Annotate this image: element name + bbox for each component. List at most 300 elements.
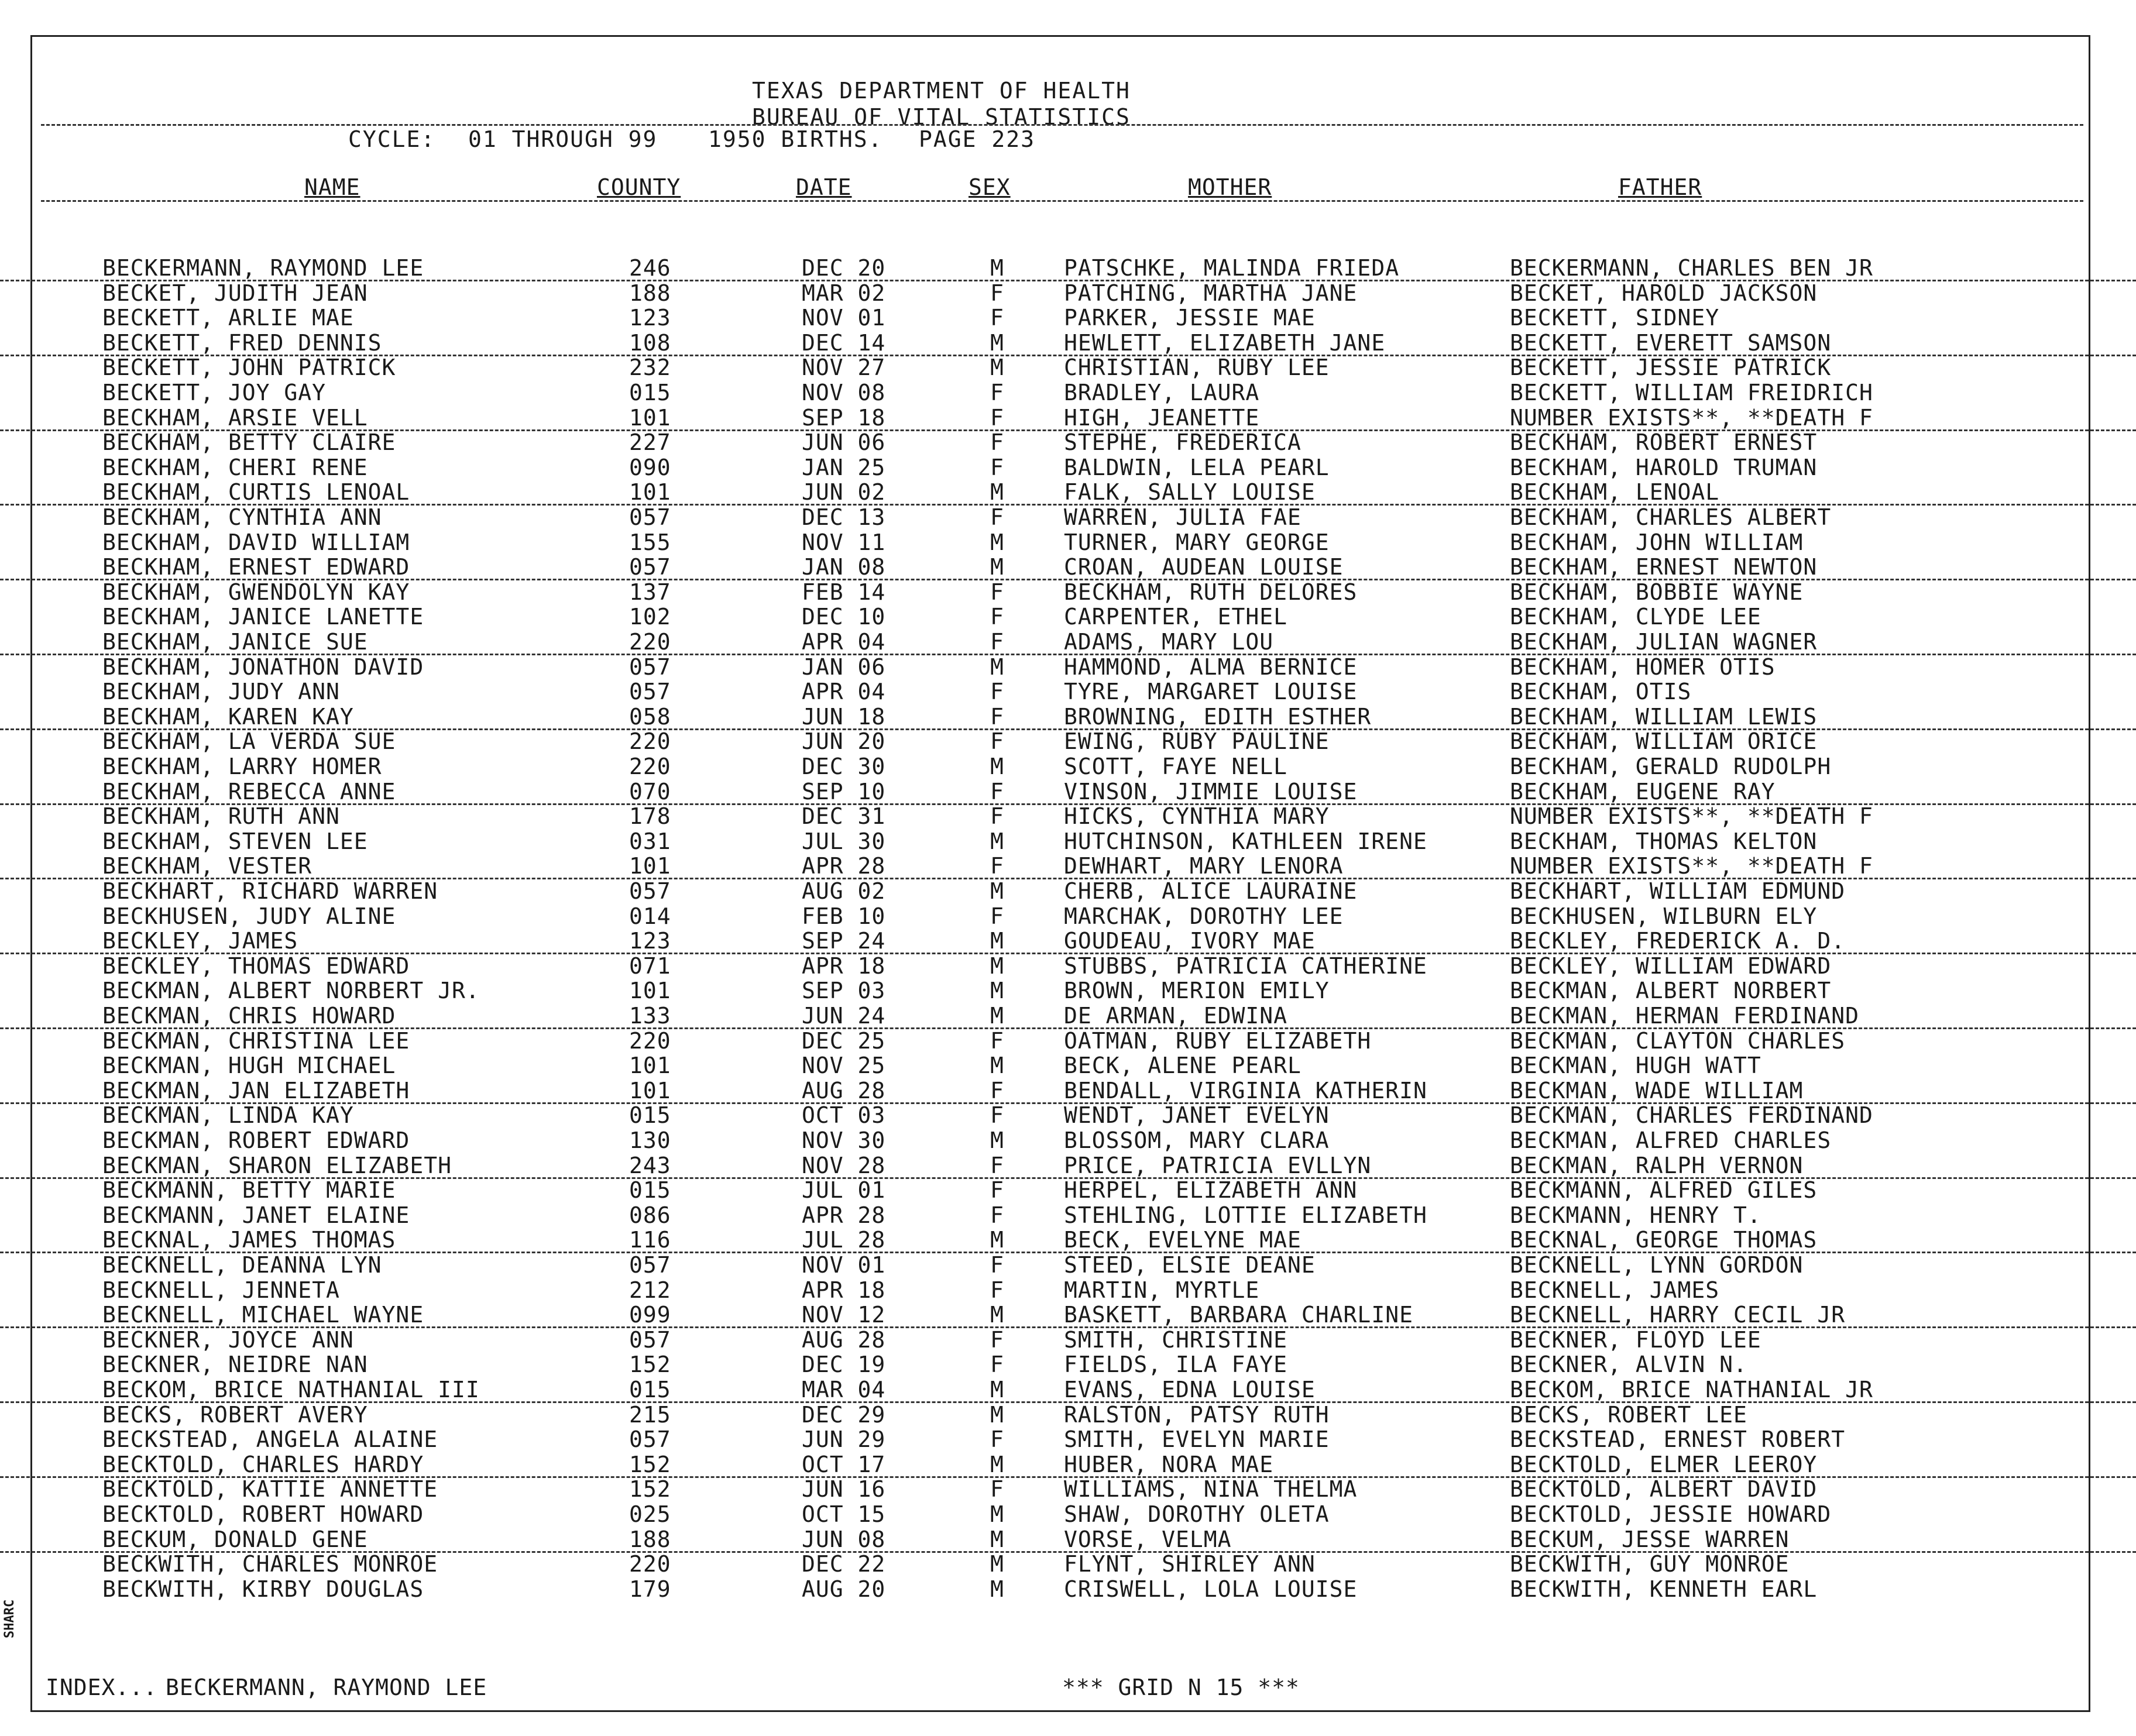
cell-father: NUMBER EXISTS**, **DEATH F [1510, 404, 1873, 431]
table-row [0, 1402, 2136, 1426]
cell-sex: M [990, 1451, 1004, 1477]
cell-sex: M [990, 878, 1004, 904]
cell-county: 155 [629, 529, 671, 555]
cell-county: 057 [629, 1326, 671, 1353]
cell-county: 123 [629, 305, 671, 331]
table-row [0, 504, 2136, 529]
index-label: INDEX... [46, 1675, 158, 1700]
cell-county: 227 [629, 429, 671, 456]
cell-mother: BROWNING, EDITH ESTHER [1064, 703, 1372, 730]
column-header-date: DATE [796, 174, 852, 200]
cell-father: BECKSTEAD, ERNEST ROBERT [1510, 1426, 1846, 1453]
cell-mother: WILLIAMS, NINA THELMA [1064, 1476, 1358, 1503]
table-row [0, 1252, 2136, 1277]
cell-name: BECKWITH, KIRBY DOUGLAS [102, 1576, 424, 1602]
cell-father: BECKHAM, JOHN WILLIAM [1510, 529, 1804, 555]
table-row [0, 679, 2136, 703]
table-row [0, 1501, 2136, 1526]
cell-name: BECKHAM, CHERI RENE [102, 454, 368, 480]
cell-sex: F [990, 380, 1004, 405]
cell-name: BECKMANN, BETTY MARIE [102, 1177, 396, 1204]
cell-mother: TURNER, MARY GEORGE [1064, 529, 1330, 555]
cell-father: BECKETT, SIDNEY [1510, 305, 1720, 331]
cell-county: 057 [629, 1252, 671, 1278]
cell-date: OCT 17 [802, 1451, 886, 1477]
cell-county: 057 [629, 654, 671, 680]
cycle-label: CYCLE: [348, 126, 436, 152]
cell-mother: FIELDS, ILA FAYE [1064, 1352, 1288, 1378]
cell-mother: FALK, SALLY LOUISE [1064, 479, 1316, 506]
cell-father: BECKTOLD, JESSIE HOWARD [1510, 1501, 1832, 1527]
cell-county: 220 [629, 754, 671, 779]
cell-father: BECKNAL, GEORGE THOMAS [1510, 1227, 1818, 1253]
cell-date: NOV 12 [802, 1302, 886, 1328]
cell-father: BECKHAM, THOMAS KELTON [1510, 828, 1818, 854]
cell-name: BECKHAM, DAVID WILLIAM [102, 529, 410, 555]
cell-county: 178 [629, 803, 671, 830]
cell-father: BECKMAN, WADE WILLIAM [1510, 1077, 1804, 1104]
cell-mother: MARTIN, MYRTLE [1064, 1277, 1260, 1303]
cell-date: DEC 19 [802, 1352, 886, 1378]
cell-sex: F [990, 504, 1004, 530]
cell-name: BECKHAM, ERNEST EDWARD [102, 554, 410, 580]
cell-date: JUN 29 [802, 1426, 886, 1453]
cell-mother: EVANS, EDNA LOUISE [1064, 1377, 1316, 1402]
cell-name: BECKNAL, JAMES THOMAS [102, 1227, 396, 1253]
table-row [0, 803, 2136, 828]
cell-name: BECKTOLD, CHARLES HARDY [102, 1451, 424, 1477]
cell-county: 057 [629, 878, 671, 904]
cell-mother: CROAN, AUDEAN LOUISE [1064, 554, 1344, 580]
cell-sex: M [990, 554, 1004, 580]
cell-county: 057 [629, 1426, 671, 1453]
cell-mother: CHRISTIAN, RUBY LEE [1064, 355, 1330, 381]
cell-sex: F [990, 1152, 1004, 1178]
cell-sex: M [990, 1526, 1004, 1552]
cell-county: 246 [629, 255, 671, 281]
table-row [0, 1102, 2136, 1127]
cell-name: BECKHAM, JANICE SUE [102, 629, 368, 655]
cell-date: JUL 28 [802, 1227, 886, 1253]
cell-mother: BASKETT, BARBARA CHARLINE [1064, 1302, 1413, 1328]
cell-mother: BENDALL, VIRGINIA KATHERIN [1064, 1077, 1427, 1104]
cell-name: BECKHART, RICHARD WARREN [102, 878, 438, 904]
table-row [0, 455, 2136, 479]
cell-sex: M [990, 529, 1004, 555]
cell-name: BECKLEY, JAMES [102, 928, 298, 954]
cell-date: MAR 02 [802, 280, 886, 306]
cell-sex: M [990, 1501, 1004, 1527]
cell-name: BECKHAM, JANICE LANETTE [102, 604, 424, 630]
cell-date: AUG 20 [802, 1576, 886, 1602]
table-row [0, 280, 2136, 305]
cell-date: DEC 31 [802, 803, 886, 830]
cell-mother: CHERB, ALICE LAURAINE [1064, 878, 1358, 904]
cell-date: JUN 08 [802, 1526, 886, 1552]
cell-mother: SCOTT, FAYE NELL [1064, 754, 1288, 779]
cell-sex: F [990, 629, 1004, 655]
cell-county: 220 [629, 629, 671, 655]
cell-name: BECKLEY, THOMAS EDWARD [102, 953, 410, 979]
cell-father: BECKS, ROBERT LEE [1510, 1401, 1747, 1428]
cell-sex: M [990, 255, 1004, 281]
cell-father: BECKHAM, WILLIAM LEWIS [1510, 703, 1818, 730]
cell-date: JUN 18 [802, 703, 886, 730]
cell-father: BECKWITH, KENNETH EARL [1510, 1576, 1818, 1602]
cell-name: BECKHAM, VESTER [102, 853, 312, 879]
table-row [0, 1327, 2136, 1352]
cell-county: 101 [629, 853, 671, 879]
grid-label: *** GRID N 15 *** [1062, 1675, 1300, 1700]
cell-date: NOV 11 [802, 529, 886, 555]
cell-sex: F [990, 1252, 1004, 1278]
cell-county: 015 [629, 1177, 671, 1204]
table-row [0, 1028, 2136, 1053]
cell-mother: DEWHART, MARY LENORA [1064, 853, 1344, 879]
cell-name: BECKMAN, LINDA KAY [102, 1102, 354, 1129]
table-row [0, 479, 2136, 506]
cell-father: BECKNELL, LYNN GORDON [1510, 1252, 1804, 1278]
cell-sex: M [990, 329, 1004, 356]
cell-sex: M [990, 1127, 1004, 1153]
cell-date: MAR 04 [802, 1377, 886, 1402]
cell-father: BECKHAM, CLYDE LEE [1510, 604, 1761, 630]
table-row [0, 928, 2136, 954]
cell-mother: HAMMOND, ALMA BERNICE [1064, 654, 1358, 680]
table-row [0, 530, 2136, 554]
cell-sex: F [990, 1102, 1004, 1129]
cell-name: BECKNER, JOYCE ANN [102, 1326, 354, 1353]
table-row [0, 1177, 2136, 1202]
cell-name: BECKTOLD, KATTIE ANNETTE [102, 1476, 438, 1503]
cell-sex: M [990, 479, 1004, 506]
cell-mother: BECKHAM, RUTH DELORES [1064, 579, 1358, 605]
cell-name: BECKETT, ARLIE MAE [102, 305, 354, 331]
cell-mother: CRISWELL, LOLA LOUISE [1064, 1576, 1358, 1602]
cell-father: BECKNELL, JAMES [1510, 1277, 1720, 1303]
cell-county: 130 [629, 1127, 671, 1153]
cell-father: BECKNER, FLOYD LEE [1510, 1326, 1761, 1353]
cell-county: 220 [629, 1027, 671, 1054]
cell-date: NOV 08 [802, 380, 886, 405]
cell-mother: ADAMS, MARY LOU [1064, 629, 1274, 655]
cell-mother: PATCHING, MARTHA JANE [1064, 280, 1358, 306]
table-row [0, 1576, 2136, 1601]
cell-county: 015 [629, 1102, 671, 1129]
table-row [0, 1003, 2136, 1029]
table-row [0, 1377, 2136, 1403]
cell-father: BECKHAM, ERNEST NEWTON [1510, 554, 1818, 580]
cell-date: DEC 25 [802, 1027, 886, 1054]
cell-date: JAN 25 [802, 454, 886, 480]
cell-sex: F [990, 803, 1004, 830]
cell-county: 071 [629, 953, 671, 979]
cell-county: 188 [629, 280, 671, 306]
cell-mother: OATMAN, RUBY ELIZABETH [1064, 1027, 1372, 1054]
cell-mother: DE ARMAN, EDWINA [1064, 1003, 1288, 1029]
header-title: TEXAS DEPARTMENT OF HEALTH [752, 78, 1131, 104]
cell-mother: HEWLETT, ELIZABETH JANE [1064, 329, 1386, 356]
cell-date: SEP 24 [802, 928, 886, 954]
cell-date: JAN 06 [802, 654, 886, 680]
cell-county: 070 [629, 778, 671, 805]
cell-sex: F [990, 1326, 1004, 1353]
table-row [0, 704, 2136, 730]
cell-county: 101 [629, 479, 671, 506]
cell-date: NOV 01 [802, 1252, 886, 1278]
cell-county: 086 [629, 1202, 671, 1228]
table-row [0, 728, 2136, 753]
cell-mother: BROWN, MERION EMILY [1064, 978, 1330, 1004]
cell-father: BECKTOLD, ALBERT DAVID [1510, 1476, 1818, 1503]
table-row [0, 754, 2136, 778]
cell-county: 015 [629, 1377, 671, 1402]
cell-date: NOV 27 [802, 355, 886, 381]
column-header-county: COUNTY [597, 174, 681, 200]
cell-father: BECKHAM, HOMER OTIS [1510, 654, 1776, 680]
cell-date: APR 28 [802, 853, 886, 879]
table-row [0, 878, 2136, 903]
cell-mother: RALSTON, PATSY RUTH [1064, 1401, 1330, 1428]
cell-date: JUN 24 [802, 1003, 886, 1029]
cell-mother: HUBER, NORA MAE [1064, 1451, 1274, 1477]
cell-sex: M [990, 978, 1004, 1004]
cell-name: BECKHAM, JUDY ANN [102, 679, 340, 705]
cell-mother: STUBBS, PATRICIA CATHERINE [1064, 953, 1427, 979]
cell-father: BECKHAM, CHARLES ALBERT [1510, 504, 1832, 530]
cell-date: NOV 01 [802, 305, 886, 331]
cell-sex: F [990, 1202, 1004, 1228]
cell-county: 137 [629, 579, 671, 605]
table-row [0, 629, 2136, 655]
table-row [0, 1227, 2136, 1253]
cell-date: SEP 03 [802, 978, 886, 1004]
cell-date: DEC 29 [802, 1401, 886, 1428]
cell-sex: F [990, 1177, 1004, 1204]
cell-mother: BRADLEY, LAURA [1064, 380, 1260, 405]
cell-father: BECKMAN, ALBERT NORBERT [1510, 978, 1832, 1004]
cell-name: BECKS, ROBERT AVERY [102, 1401, 368, 1428]
cell-sex: F [990, 679, 1004, 705]
cell-mother: HERPEL, ELIZABETH ANN [1064, 1177, 1358, 1204]
cell-mother: SMITH, EVELYN MARIE [1064, 1426, 1330, 1453]
cell-father: BECKERMANN, CHARLES BEN JR [1510, 255, 1873, 281]
cell-date: DEC 14 [802, 329, 886, 356]
cell-name: BECKUM, DONALD GENE [102, 1526, 368, 1552]
cell-county: 152 [629, 1476, 671, 1503]
table-row [0, 255, 2136, 281]
cell-father: BECKHAM, LENOAL [1510, 479, 1720, 506]
cell-mother: BALDWIN, LELA PEARL [1064, 454, 1330, 480]
cell-date: DEC 13 [802, 504, 886, 530]
table-row [0, 903, 2136, 928]
table-row [0, 405, 2136, 431]
cell-mother: FLYNT, SHIRLEY ANN [1064, 1551, 1316, 1577]
cell-name: BECKMAN, SHARON ELIZABETH [102, 1152, 452, 1178]
table-row [0, 1527, 2136, 1553]
cell-name: BECKMAN, JAN ELIZABETH [102, 1077, 410, 1104]
cell-mother: SHAW, DOROTHY OLETA [1064, 1501, 1330, 1527]
table-row [0, 305, 2136, 329]
cell-date: DEC 20 [802, 255, 886, 281]
cell-father: BECKHAM, HAROLD TRUMAN [1510, 454, 1818, 480]
cell-date: APR 28 [802, 1202, 886, 1228]
cell-sex: F [990, 728, 1004, 755]
cell-county: 090 [629, 454, 671, 480]
cell-father: BECKHAM, GERALD RUDOLPH [1510, 754, 1832, 779]
cell-name: BECKERMANN, RAYMOND LEE [102, 255, 424, 281]
cell-name: BECKHAM, LA VERDA SUE [102, 728, 396, 755]
cell-date: APR 04 [802, 679, 886, 705]
cell-date: APR 04 [802, 629, 886, 655]
cell-sex: M [990, 754, 1004, 779]
cell-county: 108 [629, 329, 671, 356]
cell-name: BECKNER, NEIDRE NAN [102, 1352, 368, 1378]
cell-mother: VORSE, VELMA [1064, 1526, 1232, 1552]
table-row [0, 1302, 2136, 1328]
cell-sex: M [990, 1302, 1004, 1328]
column-header-sex: SEX [969, 174, 1011, 200]
cell-sex: F [990, 1352, 1004, 1378]
cell-sex: M [990, 654, 1004, 680]
cell-date: DEC 22 [802, 1551, 886, 1577]
table-row [0, 1426, 2136, 1451]
cell-name: BECKMAN, HUGH MICHAEL [102, 1053, 396, 1079]
cell-sex: M [990, 1003, 1004, 1029]
cell-father: BECKMAN, HUGH WATT [1510, 1053, 1761, 1079]
page-number: PAGE 223 [919, 126, 1036, 152]
cell-county: 102 [629, 604, 671, 630]
cell-date: OCT 15 [802, 1501, 886, 1527]
cell-date: JUN 16 [802, 1476, 886, 1503]
cell-father: BECKMAN, CLAYTON CHARLES [1510, 1027, 1846, 1054]
table-row [0, 554, 2136, 580]
cell-mother: STEED, ELSIE DEANE [1064, 1252, 1316, 1278]
table-row [0, 1476, 2136, 1501]
cell-date: DEC 30 [802, 754, 886, 779]
cell-county: 101 [629, 1053, 671, 1079]
cell-father: BECKHUSEN, WILBURN ELY [1510, 903, 1818, 929]
cell-father: BECKLEY, WILLIAM EDWARD [1510, 953, 1832, 979]
column-header-mother: MOTHER [1188, 174, 1272, 200]
cell-county: 031 [629, 828, 671, 854]
cell-sex: F [990, 1027, 1004, 1054]
cell-date: SEP 10 [802, 778, 886, 805]
cell-mother: PATSCHKE, MALINDA FRIEDA [1064, 255, 1400, 281]
cell-name: BECKTOLD, ROBERT HOWARD [102, 1501, 424, 1527]
cell-name: BECKSTEAD, ANGELA ALAINE [102, 1426, 438, 1453]
cell-father: BECKHAM, BOBBIE WAYNE [1510, 579, 1804, 605]
cell-sex: M [990, 1053, 1004, 1079]
cell-mother: STEPHE, FREDERICA [1064, 429, 1301, 456]
cell-date: AUG 28 [802, 1326, 886, 1353]
cell-father: BECKLEY, FREDERICK A. D. [1510, 928, 1846, 954]
table-row [0, 330, 2136, 356]
cell-sex: F [990, 305, 1004, 331]
cell-county: 058 [629, 703, 671, 730]
table-row [0, 1127, 2136, 1152]
cell-date: JUL 01 [802, 1177, 886, 1204]
table-row [0, 380, 2136, 404]
cell-date: FEB 10 [802, 903, 886, 929]
cell-father: BECKTOLD, ELMER LEEROY [1510, 1451, 1818, 1477]
cell-father: BECKETT, WILLIAM FREIDRICH [1510, 380, 1873, 405]
cell-date: JUL 30 [802, 828, 886, 854]
cell-county: 116 [629, 1227, 671, 1253]
cell-county: 015 [629, 380, 671, 405]
cell-father: BECKETT, JESSIE PATRICK [1510, 355, 1832, 381]
cell-name: BECKHAM, KAREN KAY [102, 703, 354, 730]
table-row [0, 355, 2136, 379]
cell-county: 099 [629, 1302, 671, 1328]
cell-name: BECKETT, JOHN PATRICK [102, 355, 396, 381]
cell-county: 057 [629, 554, 671, 580]
cell-sex: F [990, 1426, 1004, 1453]
cell-name: BECKNELL, JENNETA [102, 1277, 340, 1303]
cell-father: NUMBER EXISTS**, **DEATH F [1510, 803, 1873, 830]
cell-county: 123 [629, 928, 671, 954]
table-row [0, 1053, 2136, 1077]
cell-mother: BLOSSOM, MARY CLARA [1064, 1127, 1330, 1153]
header-subtitle: BUREAU OF VITAL STATISTICS [752, 104, 1131, 130]
cell-county: 152 [629, 1352, 671, 1378]
cell-county: 220 [629, 1551, 671, 1577]
cell-county: 057 [629, 504, 671, 530]
cell-name: BECKHAM, JONATHON DAVID [102, 654, 424, 680]
cell-sex: F [990, 1476, 1004, 1503]
cell-county: 179 [629, 1576, 671, 1602]
cell-name: BECKMAN, CHRIS HOWARD [102, 1003, 396, 1029]
cell-mother: PARKER, JESSIE MAE [1064, 305, 1316, 331]
column-header-name: NAME [304, 174, 360, 200]
cell-sex: F [990, 404, 1004, 431]
cell-father: BECKMANN, ALFRED GILES [1510, 1177, 1818, 1204]
cell-sex: M [990, 1401, 1004, 1428]
table-row [0, 1277, 2136, 1302]
cell-father: BECKMANN, HENRY T. [1510, 1202, 1761, 1228]
cell-date: NOV 30 [802, 1127, 886, 1153]
cell-sex: F [990, 604, 1004, 630]
table-row [0, 853, 2136, 879]
table-row [0, 579, 2136, 604]
cell-date: APR 18 [802, 1277, 886, 1303]
cell-county: 133 [629, 1003, 671, 1029]
cell-name: BECKMANN, JANET ELAINE [102, 1202, 410, 1228]
cell-sex: F [990, 429, 1004, 456]
cell-sex: M [990, 828, 1004, 854]
cell-sex: M [990, 1551, 1004, 1577]
cell-father: BECKMAN, RALPH VERNON [1510, 1152, 1804, 1178]
cell-name: BECKHAM, REBECCA ANNE [102, 778, 396, 805]
cell-name: BECKNELL, MICHAEL WAYNE [102, 1302, 424, 1328]
table-row [0, 1078, 2136, 1104]
cell-name: BECKMAN, CHRISTINA LEE [102, 1027, 410, 1054]
cell-father: BECKET, HAROLD JACKSON [1510, 280, 1818, 306]
cell-county: 188 [629, 1526, 671, 1552]
cell-sex: F [990, 853, 1004, 879]
cell-sex: F [990, 1277, 1004, 1303]
cell-county: 101 [629, 978, 671, 1004]
table-row [0, 604, 2136, 628]
cell-sex: F [990, 280, 1004, 306]
table-row [0, 953, 2136, 978]
cell-county: 243 [629, 1152, 671, 1178]
cell-mother: CARPENTER, ETHEL [1064, 604, 1288, 630]
cell-mother: HICKS, CYNTHIA MARY [1064, 803, 1330, 830]
table-row [0, 1202, 2136, 1227]
cell-name: BECKHUSEN, JUDY ALINE [102, 903, 396, 929]
cell-name: BECKETT, FRED DENNIS [102, 329, 382, 356]
